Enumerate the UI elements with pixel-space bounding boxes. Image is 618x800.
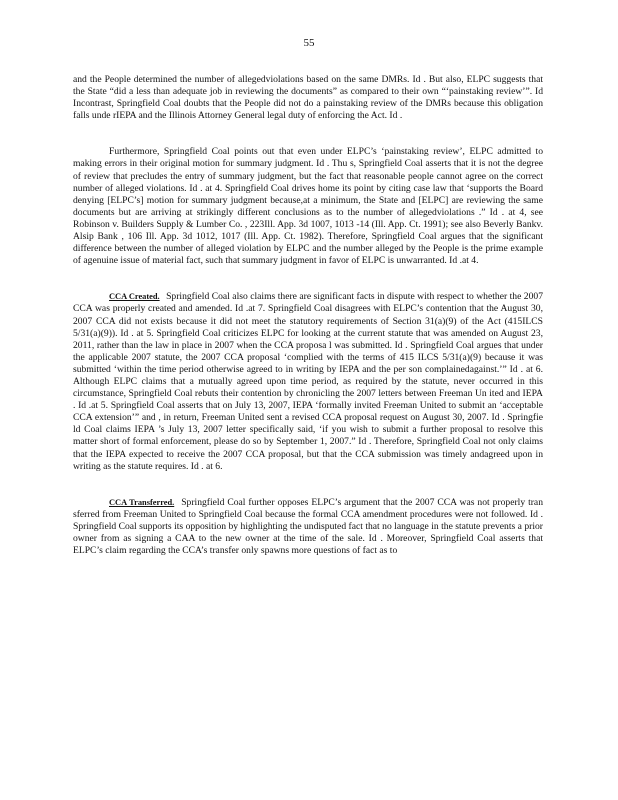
section-heading-cca-transferred: CCA Transferred.	[109, 497, 175, 507]
paragraph-cca-transferred	[73, 497, 543, 557]
paragraph-1-text: and the People determined the number of allegedviolations based on the same DMRs. Id . But also, ELPC suggests that the State “did a less than adequate job in reviewing the documents” as compared to their own “‘painstaking review’”. Id Incontrast, Springfield Coal doubts that the People did not do a painstaking review of the DMRs because this obligation falls unde rIEPA and the Illinois Attorney General legal duty of enforcing the Act. Id .	[73, 74, 543, 122]
section-heading-cca-created: CCA Created.	[109, 292, 160, 302]
paragraph-4-text: Springfield Coal further opposes ELPC’s argument that the 2007 CCA was not properly tran sferred from Freeman United to Springfield Coal because the formal CCA amendment procedures were not followed. Id . Springfield Coal supports its opposition by highlighting the undisputed fact that no language in the statute prevents a prior owner from as signing a CAA to the new owner at the time of the sale. Id . Moreover, Springfield Coal asserts that ELPC’s claim regarding the CCA’s transfer only spawns more questions of fact as to	[73, 496, 543, 557]
page-number: 55	[303, 37, 315, 49]
paragraph-1	[73, 74, 543, 122]
paragraph-2	[73, 146, 543, 267]
paragraph-cca-created	[73, 291, 543, 472]
paragraph-3-text: Springfield Coal also claims there are significant facts in dispute with respect to whether the 2007 CCA was properly created and amended. Id .at 7. Springfield Coal disagrees with ELPC’s contention that the August 30, 2007 CCA did not exists because it did not meet the statutory requirements of Section 31(a)(9) of the Act (415ILCS 5/31(a)(9)). Id . at 5. Springfield Coal criticizes ELPC for looking at the current statute that was amended on August 23, 2011, rather than the law in place in 2007 when the CCA proposa l was submitted. Id . Springfield Coal argues that under the applicable 2007 statute, the 2007 CCA proposal ‘complied with the terms of 415 ILCS 5/31(a)(9) because it was submitted ‘within the time period otherwise agreed to in writing by IEPA and the per son complainedagainst.’” Id . at 6. Although ELPC claims that a mutually agreed upon time period, as required by the statute, never occurred in this circumstance, Springfield Coal rebuts their contention by chronicling the 2007 letters between Freeman Un ited and IEPA . Id .at 5. Springfield Coal asserts that on July 13, 2007, IEPA ‘formally invited Freeman United to submit an ‘acceptable CCA extension’” and , in return, Freeman United sent a revised CCA proposal request on August 30, 2007. Id . Springfie ld Coal claims IEPA ’s July 13, 2007 letter specifically said, ‘if you wish to submit a further proposal to resolve this matter short of formal enforcement, please do so by September 1, 2007.” Id . Therefore, Springfield Coal not only claims that the IEPA expected to receive the 2007 CCA proposal, but that the CCA submission was timely andagreed upon in writing as the statute requires. Id . at 6.	[73, 291, 543, 472]
document-body	[73, 74, 543, 557]
paragraph-2-text: Furthermore, Springfield Coal points out that even under ELPC’s ‘painstaking review’, ELPC admitted to making errors in their original motion for summary judgment. Id . Thu s, Springfield Coal asserts that it is not the degree of review that precludes the entry of summary judgment, but the fact that reasonable people cannot agree on the correct number of alleged violations. Id . at 4. Springfield Coal drives home its point by citing case law that ‘supports the Board denying [ELPC’s] motion for summary judgment because,at a minimum, the State and [ELPC] are reviewing the same documents but are arriving at strikingly different conclusions as to the number of allegedviolations .” Id . at 4, see Robinson v. Builders Supply & Lumber Co. , 223Ill. App. 3d 1007, 1013 -14 (Ill. App. Ct. 1991); see also Beverly Bankv. Alsip Bank , 106 Ill. App. 3d 1012, 1017 (Ill. App. Ct. 1982). Therefore, Springfield Coal argues that the significant difference between the number of alleged violation by ELPC and the number alleged by the People is the prime example of agenuine issue of material fact, such that summary judgment in favor of ELPC is unwarranted. Id .at 4.	[73, 146, 543, 267]
